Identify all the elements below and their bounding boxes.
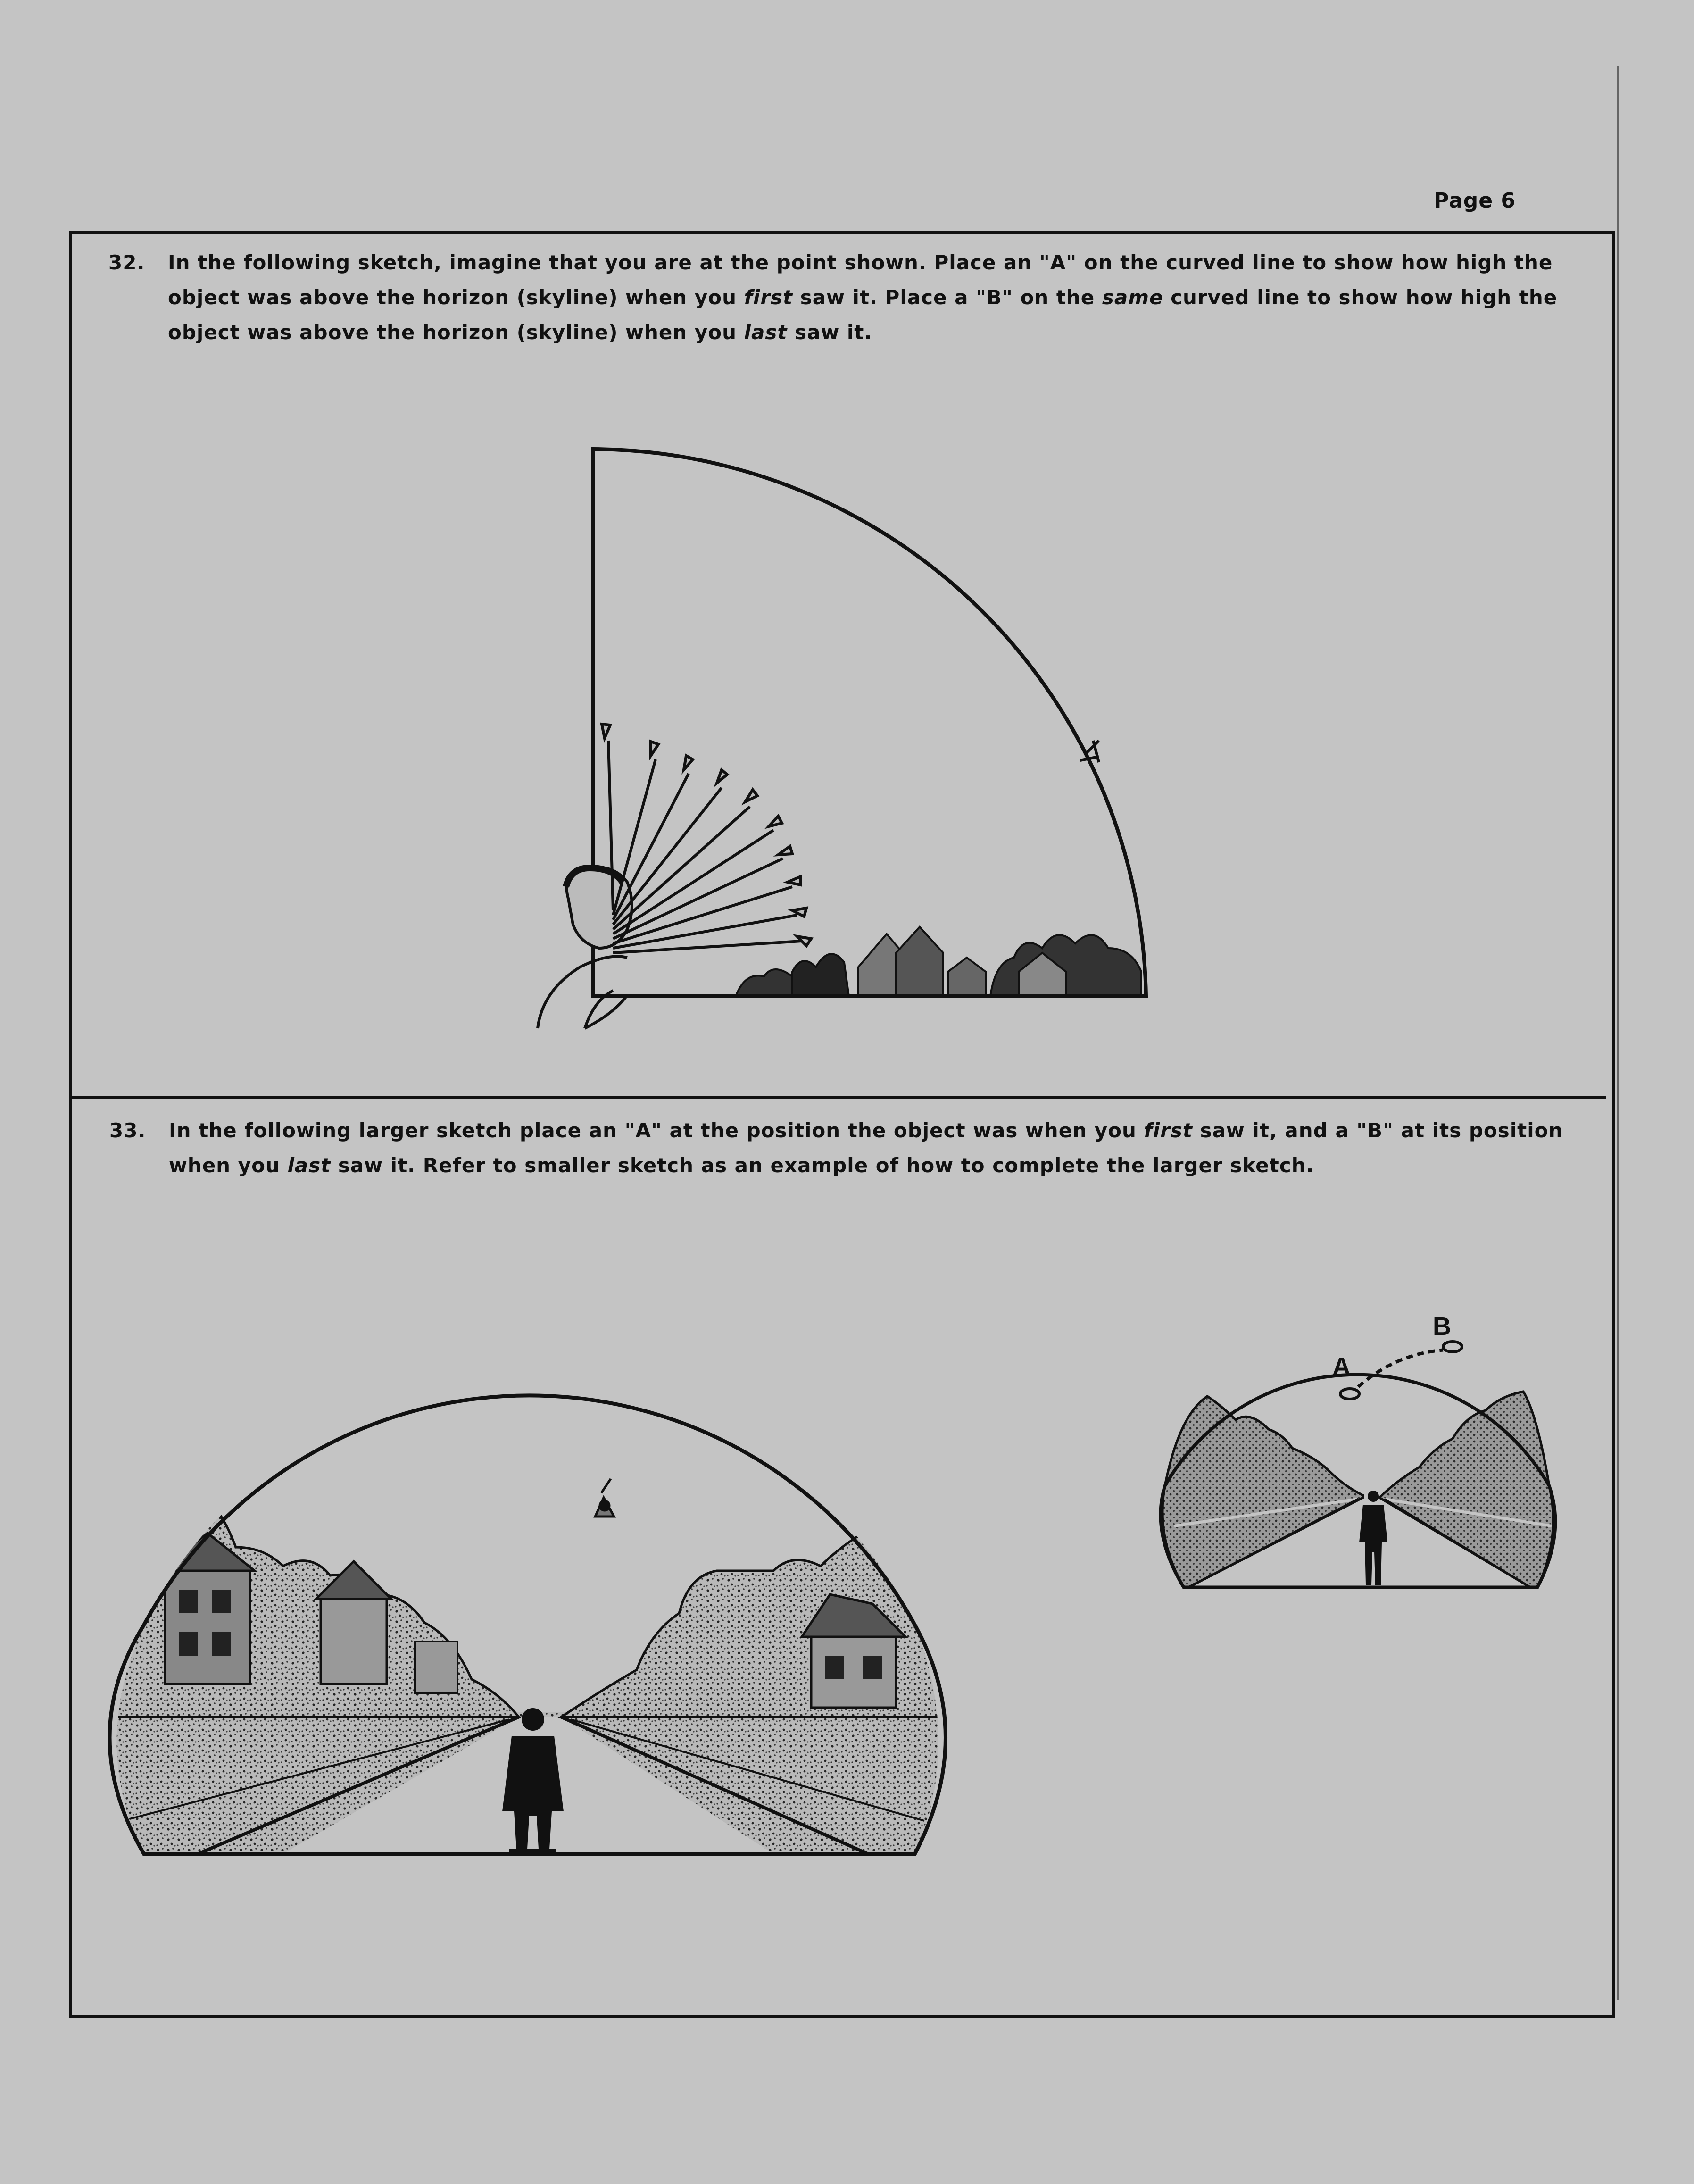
question-32-text-part: In the following sketch, imagine that you are at the point shown. Place an "A" on the curved line to show how high the object was above the horizon (skyline) when you <box>168 251 1553 309</box>
question-32-text-part: saw it. <box>787 321 872 344</box>
example-label-a: A <box>1332 1352 1351 1381</box>
q33-example-sketch <box>1161 1312 1555 1587</box>
question-32-emphasis-last: last <box>744 321 788 344</box>
q32-sky-arc[interactable] <box>593 449 1146 996</box>
question-32-emphasis-first: first <box>744 286 793 309</box>
example-label-b: B <box>1433 1312 1451 1341</box>
q33-large-sketch <box>94 1395 990 1859</box>
question-33-text-part: saw it. Refer to smaller sketch as an example of how to complete the larger sketch. <box>331 1154 1314 1177</box>
example-right-shaded <box>1379 1392 1553 1587</box>
question-33-text-part: In the following larger sketch place an "A" at the position the object was when you <box>169 1119 1144 1142</box>
q32-sketch <box>538 449 1146 1028</box>
question-32-text-part: curved line to show how high the object was above the horizon (skyline) when you <box>168 286 1558 344</box>
question-33-text-part: saw it, and a "B" at its position when you <box>169 1119 1563 1177</box>
q33-large-object-mark <box>595 1479 614 1517</box>
example-man <box>1359 1491 1387 1585</box>
question-33-number: 33. <box>109 1119 146 1142</box>
example-object-path <box>1358 1350 1443 1387</box>
question-32-emphasis-same: same <box>1102 286 1163 309</box>
question-32-number: 32. <box>108 251 145 274</box>
q33-large-right-trees <box>561 1486 967 1717</box>
example-object-b <box>1443 1342 1462 1352</box>
page-number: Page 6 <box>1434 189 1516 213</box>
question-33-emphasis-last: last <box>287 1154 331 1177</box>
question-32-text-part: saw it. Place a "B" on the <box>793 286 1102 309</box>
example-left-shaded <box>1163 1396 1363 1587</box>
question-33-emphasis-first: first <box>1144 1119 1193 1142</box>
example-object-a <box>1340 1389 1359 1399</box>
